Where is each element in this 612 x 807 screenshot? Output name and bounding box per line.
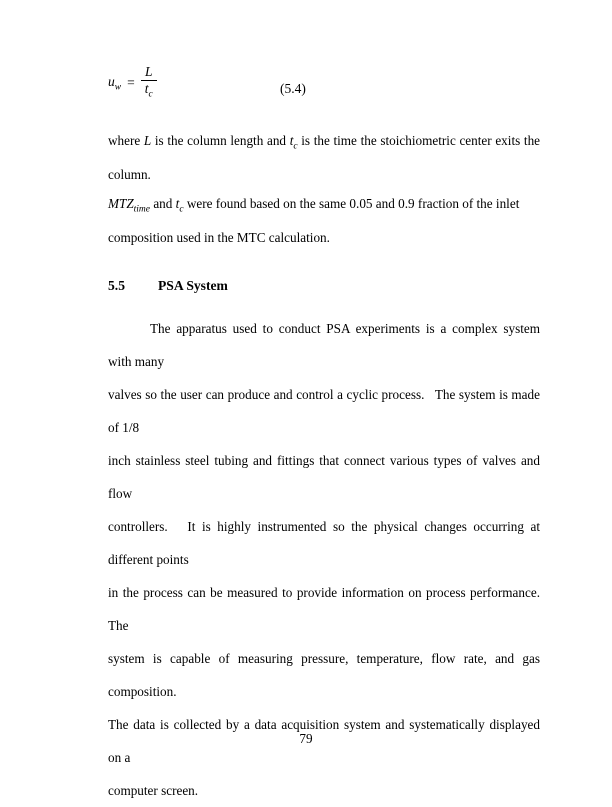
page-content: [108, 55, 550, 807]
where-line2-text-a: and: [150, 195, 176, 211]
paragraph-line: [108, 312, 544, 378]
where-line2-var-MTZ: MTZ: [108, 195, 134, 211]
equation-lhs-var: u: [108, 73, 115, 89]
where-line2-var-t-sub: c: [179, 204, 184, 215]
where-line1-var-L: L: [143, 133, 152, 148]
equation-fraction: [141, 65, 157, 101]
paragraph-line: valves so the user can produce and control a cyclic process. The system is made of 1/8: [108, 387, 544, 436]
where-line1-text-c: is the time the stoichiometric center exits the column.: [108, 133, 541, 183]
where-line1-var-t-sub: c: [293, 141, 298, 152]
equation-lhs-subscript: w: [114, 82, 122, 93]
where-line2-var-t: t: [175, 195, 180, 211]
where-line2-var-MTZ-sub: time: [133, 204, 151, 215]
where-line-3: composition used in the MTC calculation.: [108, 229, 330, 245]
equation-lhs: [108, 74, 121, 93]
where-paragraph: [108, 127, 540, 252]
paragraph-line-text: The apparatus used to conduct PSA experiments is a complex system with many: [108, 321, 544, 370]
where-line1-text-a: where: [108, 133, 144, 148]
equation-expression: [108, 65, 157, 101]
section-title: PSA System: [158, 278, 228, 294]
equation-equals-sign: =: [127, 74, 135, 90]
equation-denominator-subscript: c: [148, 89, 153, 100]
paragraph-line: controllers. It is highly instrumented so the physical changes occurring at different points: [108, 519, 544, 568]
where-line1-var-t: t: [289, 133, 294, 148]
where-line-1: [108, 127, 540, 190]
equation-5-4: [108, 55, 540, 113]
where-line1-text-b: is the column length and: [151, 133, 290, 148]
where-line2-text-b: were found based on the same 0.05 and 0.9 fraction of the inlet: [183, 195, 520, 211]
paragraph-line: computer screen.: [108, 783, 199, 799]
section-number: 5.5: [108, 278, 125, 294]
equation-numerator: L: [144, 64, 153, 79]
page-number: 79: [299, 731, 313, 746]
paragraph-line: inch stainless steel tubing and fittings that connect various types of valves and flow: [108, 453, 544, 502]
section-heading-5-5: [108, 278, 540, 294]
equation-denominator: [141, 81, 157, 101]
where-line-2: [108, 190, 540, 224]
paragraph-line: in the process can be measured to provide information on process performance. The: [108, 585, 550, 634]
paragraph-line: The data is collected by a data acquisition system and systematically displayed on a: [108, 717, 544, 766]
paragraph-line: system is capable of measuring pressure, temperature, flow rate, and gas composition.: [108, 651, 544, 700]
equation-denominator-var: t: [144, 81, 149, 97]
equation-number: (5.4): [280, 81, 306, 96]
